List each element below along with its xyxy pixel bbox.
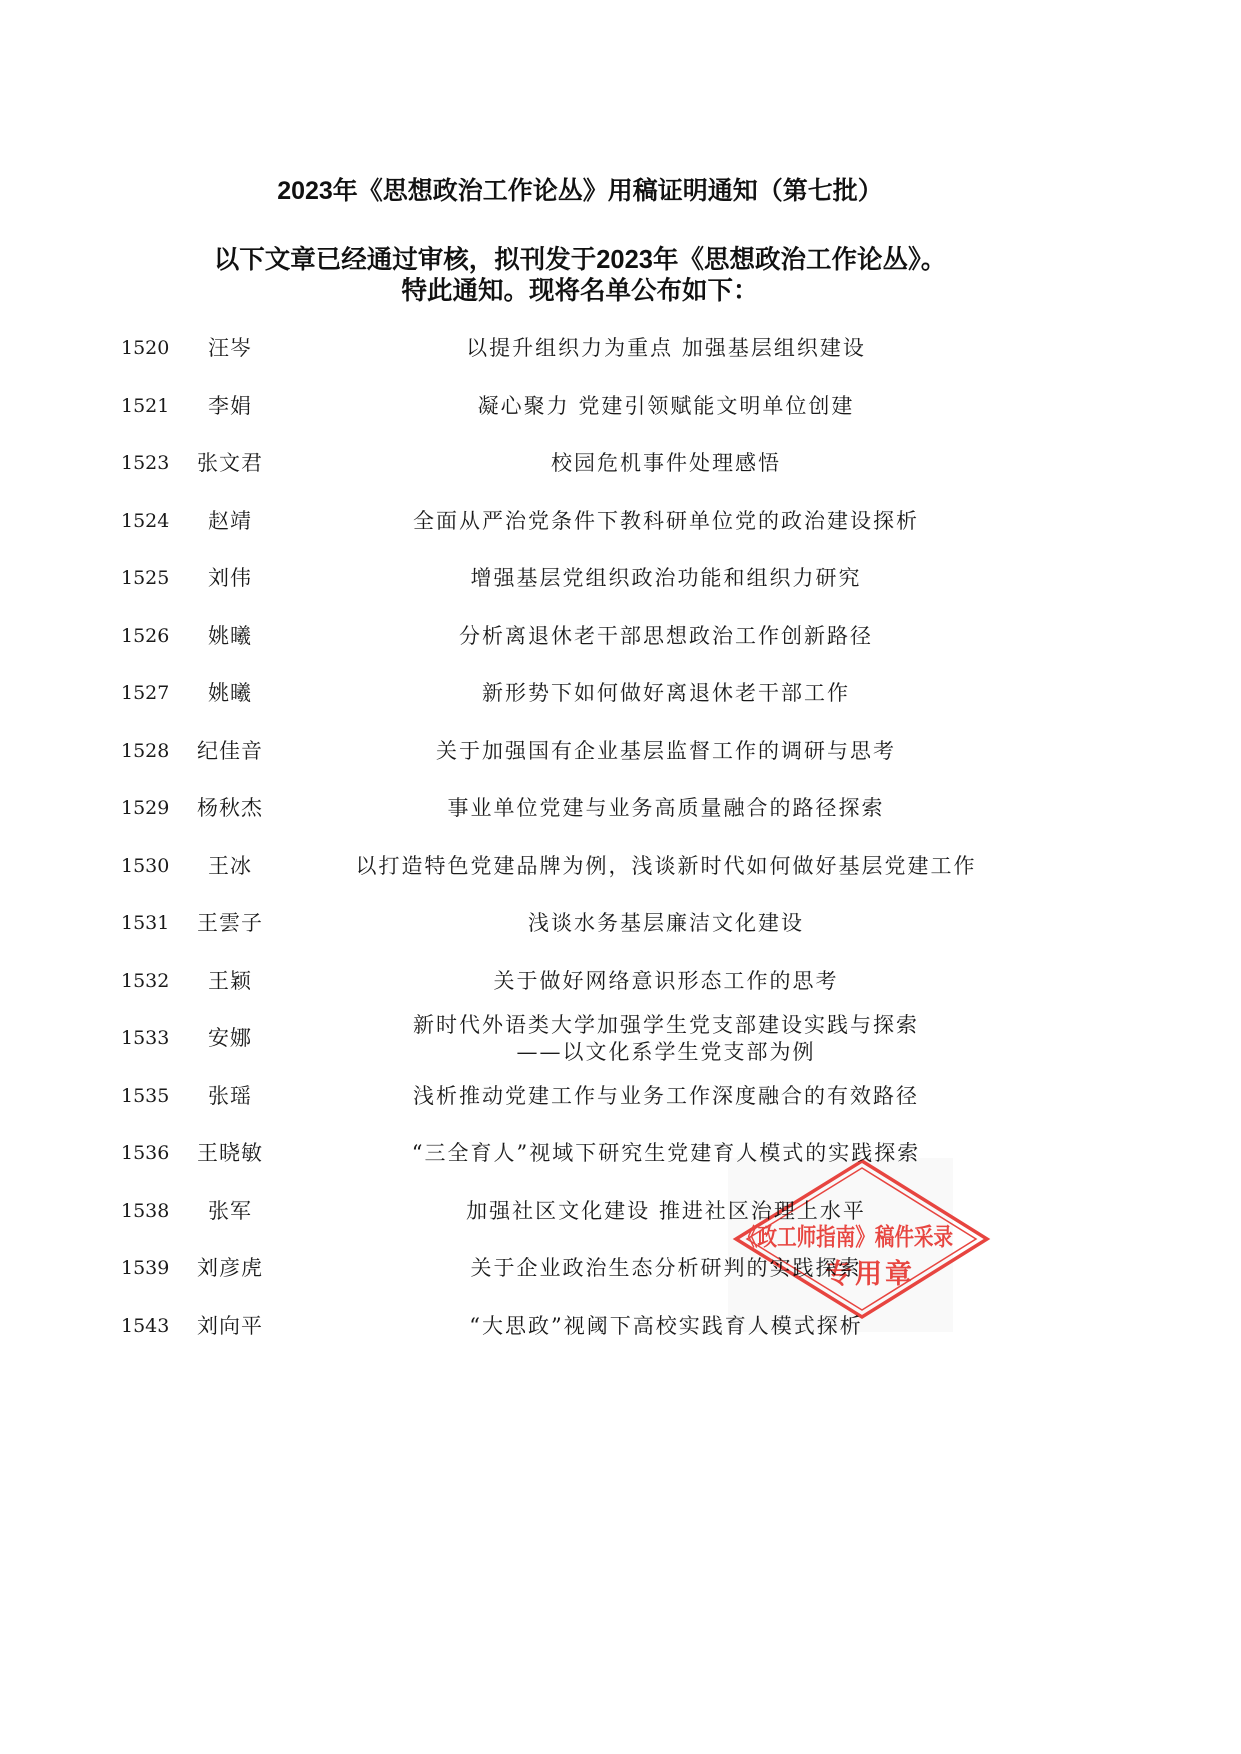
entry-number: 1536 [121,1142,170,1164]
entry-author: 王冰 [208,853,252,878]
entry-title [306,1068,1026,1126]
entry-author: 杨秋杰 [197,796,263,820]
entry-number: 1524 [121,509,170,532]
entry-title-text: 以提升组织力为重点 加强基层组织建设 [466,336,866,361]
page-title: 2023年《思想政治工作论丛》用稿证明通知（第七批） [277,177,883,205]
entry-title-text: 浅谈水务基层廉洁文化建设 [528,911,804,936]
entry-title [306,493,1026,551]
entry-author: 王晓敏 [197,1141,263,1165]
list-item [0,780,1241,838]
entry-number: 1532 [121,969,170,992]
entry-author: 赵靖 [208,508,252,533]
entry-number: 1539 [121,1257,170,1279]
entry-author: 刘向平 [197,1313,263,1338]
entry-number: 1520 [121,337,170,359]
list-item [0,493,1241,551]
entry-author: 王颖 [208,968,252,993]
entry-number: 1535 [121,1084,170,1107]
list-item [0,320,1241,378]
entry-title-text: 事业单位党建与业务高质量融合的路径探索 [447,796,885,821]
intro-line: 以下文章已经通过审核，拟刊发于2023年《思想政治工作论丛》。 [213,246,947,274]
entry-title [306,435,1026,493]
entry-subtitle-text: ——以文化系学生党支部为例 [516,1039,816,1064]
list-item [0,378,1241,436]
entry-author: 汪岑 [208,336,252,360]
entry-author: 刘伟 [208,566,252,590]
entry-number: 1525 [121,567,170,589]
list-item [0,550,1241,608]
entry-title-text: 关于做好网络意识形态工作的思考 [493,968,839,993]
list-item [0,1183,1241,1241]
entry-number: 1530 [121,854,170,877]
entry-author: 纪佳音 [197,738,263,763]
list-item [0,895,1241,953]
intro-line: 特此通知。现将名单公布如下： [401,277,759,305]
stamp-text-line1: 《政工师指南》稿件采录 [738,1224,1002,1251]
entry-author: 刘彦虎 [197,1256,263,1280]
list-item [0,608,1241,666]
entry-number: 1528 [121,739,170,762]
list-item [0,723,1241,781]
entry-number: 1527 [121,682,170,704]
stamp-text-line2: 专用章 [825,1259,915,1289]
entry-title [306,665,1026,723]
entry-title-text: “大思政”视阈下高校实践育人模式探析 [469,1313,863,1338]
entry-author: 姚曦 [208,681,252,705]
entry-title [306,320,1026,378]
entry-number: 1523 [121,452,170,474]
entry-title [306,780,1026,838]
entry-title-text: 新形势下如何做好离退休老干部工作 [482,681,850,706]
entry-title [306,550,1026,608]
list-item [0,1068,1241,1126]
entry-number: 1529 [121,797,170,819]
list-item [0,838,1241,896]
entry-author: 李娟 [208,393,252,418]
intro-text [130,245,1030,307]
article-list [0,320,1241,1355]
list-item [0,1125,1241,1183]
entry-title [306,723,1026,781]
entry-number: 1521 [121,394,170,417]
official-stamp [720,1150,1010,1340]
list-item [0,953,1241,1011]
list-item [0,665,1241,723]
entry-title-text: 新时代外语类大学加强学生党支部建设实践与探索 [413,1012,919,1037]
entry-title-text: 浅析推动党建工作与业务工作深度融合的有效路径 [413,1083,919,1108]
entry-title-text: 增强基层党组织政治功能和组织力研究 [470,566,862,591]
entry-author: 安娜 [208,1026,252,1050]
entry-title [306,895,1026,953]
entry-number: 1543 [121,1314,170,1337]
list-item [0,1240,1241,1298]
entry-author: 姚曦 [208,623,252,648]
entry-number: 1533 [121,1027,170,1049]
entry-title-text: 全面从严治党条件下教科研单位党的政治建设探析 [413,508,919,533]
entry-author: 张瑶 [208,1083,252,1108]
entry-title-text: “三全育人”视域下研究生党建育人模式的实践探索 [411,1141,921,1166]
entry-author: 张文君 [197,451,263,475]
entry-title-text: 分析离退休老干部思想政治工作创新路径 [459,623,873,648]
entry-number: 1526 [121,624,170,647]
entry-number: 1538 [121,1199,170,1222]
entry-title [306,608,1026,666]
entry-title [306,378,1026,436]
list-item [0,435,1241,493]
entry-title-text: 加强社区文化建设 推进社区治理上水平 [466,1198,866,1223]
entry-title-text: 关于企业政治生态分析研判的实践探索 [470,1256,862,1281]
entry-title-text: 以打造特色党建品牌为例，浅谈新时代如何做好基层党建工作 [355,853,977,878]
entry-title-text: 关于加强国有企业基层监督工作的调研与思考 [436,738,896,763]
entry-author: 张军 [208,1198,252,1223]
list-item [0,1010,1241,1068]
entry-title [306,1010,1026,1068]
entry-author: 王雲子 [197,911,263,935]
entry-title [306,838,1026,896]
entry-title-text: 校园危机事件处理感悟 [551,451,781,476]
entry-title [306,953,1026,1011]
entry-number: 1531 [121,912,170,934]
entry-title-text: 凝心聚力 党建引领赋能文明单位创建 [477,393,855,418]
list-item [0,1298,1241,1356]
